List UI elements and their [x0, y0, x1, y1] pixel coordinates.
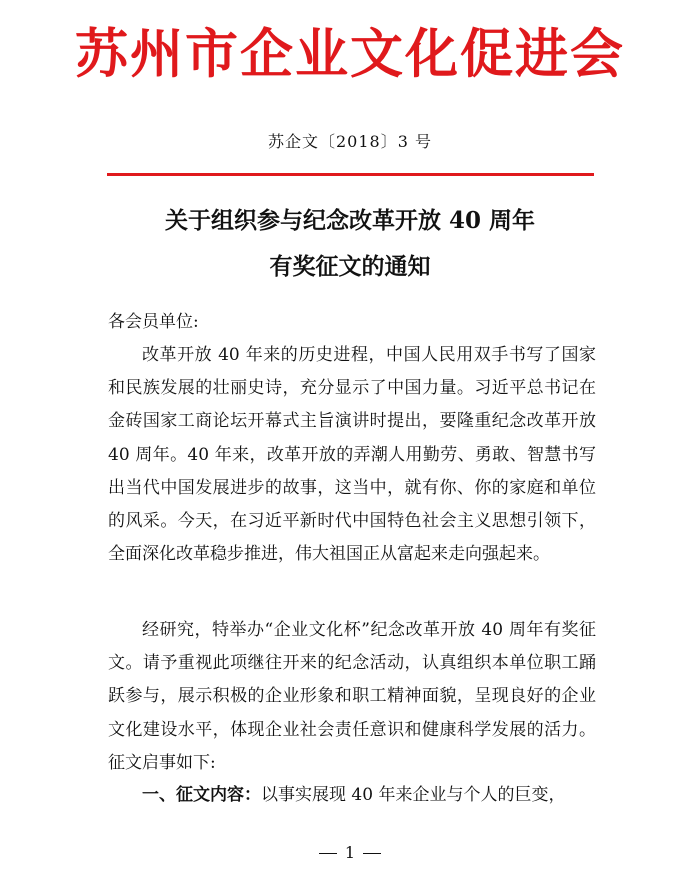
page-footer: [0, 843, 700, 863]
footer-dash-right: [363, 853, 381, 854]
page-number: 1: [344, 843, 356, 862]
footer-dash-left: [319, 853, 337, 854]
section-1-text: 以事实展现 40 年来企业与个人的巨变，: [261, 785, 566, 805]
body-paragraph-2: 经研究，特举办“企业文化杯”纪念改革开放 40 周年有奖征文。请予重视此项继往开来的纪念活动，认真组织本单位职工踊跃参与，展示积极的企业形象和职工精神面貌，呈现良好的企业文化建设水平，体现企业社会责任意识和健康科学发展的活力。征文启事如下:: [108, 620, 596, 773]
salutation: 各会员单位:: [108, 312, 199, 332]
section-1: [108, 779, 596, 812]
body-paragraph-1: 改革开放 40 年来的历史进程，中国人民用双手书写了国家和民族发展的壮丽史诗，充分显示了中国力量。习近平总书记在金砖国家工商论坛开幕式主旨演讲时提出，要隆重纪念改革开放 40 周年。40 年来，改革开放的弄潮人用勤劳、勇敢、智慧书写出当代中国发展进步的故事，这当中，就有你、你的家庭和单位的风采。今天，在习近平新时代中国特色社会主义思想引领下，全面深化改革稳步推进，伟大祖国正从富起来走向强起来。: [108, 345, 596, 565]
notice-title-line-2: 有奖征文的通知: [269, 253, 431, 280]
red-divider-line: [107, 173, 594, 176]
notice-title-line-1: 关于组织参与纪念改革开放 40 周年: [164, 207, 536, 234]
document-number: 苏企文〔2018〕3 号: [268, 132, 432, 151]
organization-title: 苏州市企业文化促进会: [75, 23, 625, 85]
section-1-heading: 一、征文内容：: [142, 785, 261, 805]
